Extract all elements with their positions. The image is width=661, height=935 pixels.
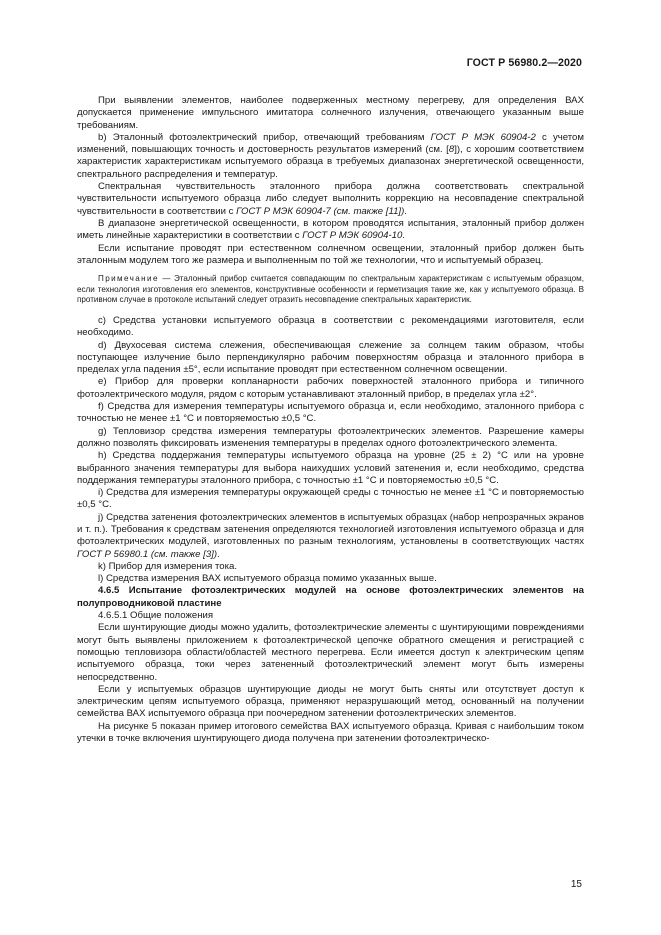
bibliography-reference: 8 xyxy=(448,144,455,156)
list-item-f: f) Средства для измерения температуры испытуемого образца и, если необходимо, эталонного прибора с точностью не менее ±1 °С и повторяемостью ±0,5 °С. xyxy=(77,401,584,425)
text-run: с учетом изменений, повышающих точность и достоверность результатов измерений (см. [ xyxy=(77,131,584,156)
list-item-j xyxy=(77,512,584,561)
subsection-heading: 4.6.5.1 Общие положения xyxy=(98,610,214,622)
standard-reference: ГОСТ Р 56980.1 (см. также [3]) xyxy=(77,548,218,560)
note-label: Примечание xyxy=(98,274,159,284)
paragraph xyxy=(77,181,584,218)
text-run: . xyxy=(404,205,407,217)
paragraph: При выявлении элементов, наиболее подверженных местному перегреву, для определения ВАХ допускается применение импульсного имитатора солнечного излучения, отвечающего указанным выше требованиям. xyxy=(77,95,584,131)
text-run: j) Средства затенения фотоэлектрических элементов в испытуемых образцах (набор непрозрачных экранов и т. п.). Требования к средствам затенения определяются технологией изготовления испытуемого образца и для фотоэлектрических модулей, изготовленных по разным технологиям, установлены в соответствующих частях xyxy=(77,511,584,548)
text-run: . xyxy=(217,548,220,560)
list-item-i: i) Средства для измерения температуры окружающей среды с точностью не менее ±1 °С и повторяемостью ±0,5 °С. xyxy=(77,487,584,511)
paragraph-b xyxy=(77,132,584,181)
list-item-k: k) Прибор для измерения тока. xyxy=(98,560,238,572)
text-run: b) Эталонный фотоэлектрический прибор, отвечающий требованиям xyxy=(98,131,431,143)
list-item-g: g) Тепловизор средства измерения температуры фотоэлектрических элементов. Разрешение камеры должно позволять фиксировать изменения температуры в пределах одного фотоэлектрического элемента. xyxy=(77,425,584,449)
text-run: В диапазоне энергетической освещенности, в котором проводятся испытания, эталонный прибор должен иметь линейные характеристики в соответствии с xyxy=(77,217,584,242)
page-number: 15 xyxy=(570,879,582,890)
standard-reference: ГОСТ Р МЭК 60904-2 xyxy=(430,131,536,143)
paragraph: Если шунтирующие диоды можно удалить, фотоэлектрические элементы с шунтирующими повреждениями могут быть выявлены приложением к фотоэлектрической цепочке обратного смещения и регистрацией с помощью тепловизора области/областей местного перегрева. Если имеется доступ к электрическим цепям испытуемого образца, токи через затененный фотоэлектрический элемент могут быть измерены непосредственно. xyxy=(77,622,584,683)
document-body xyxy=(77,95,584,745)
document-code-header: ГОСТ Р 56980.2—2020 xyxy=(466,57,582,69)
text-run: ]), с хорошим соответствием характеристик характеристикам испытуемого образца в требуемых диапазонах энергетической освещенности, спектрального распределения и температур. xyxy=(77,144,584,180)
note xyxy=(77,274,584,306)
paragraph: Если у испытуемых образцов шунтирующие диоды не могут быть сняты или отсутствует доступ к электрическим цепям испытуемого образца, применяют неразрушающий метод, основанный на получении семейства ВАХ испытуемого образца при поочередном затенении фотоэлектрических элементов. xyxy=(77,683,584,720)
paragraph: Если испытание проводят при естественном солнечном освещении, эталонный прибор должен быть эталонным модулем того же размера и выполненным по той же технологии, что и испытуемый образец. xyxy=(77,242,584,266)
list-item-l: l) Средства измерения ВАХ испытуемого образца помимо указанных выше. xyxy=(98,573,437,585)
list-item-d: d) Двухосевая система слежения, обеспечивающая слежение за солнцем таким образом, чтобы поступающее излучение было перпендикулярно рабочим поверхностям образца и эталонного прибора в пределах угла падения ±5°, если испытание проводят при естественном солнечном освещении. xyxy=(77,339,584,376)
standard-reference: ГОСТ Р МЭК 60904-7 (см. также [11]) xyxy=(236,205,405,217)
paragraph xyxy=(77,218,584,243)
note-text: — Эталонный прибор считается совпадающим по спектральным характеристикам с испытуемым образцом, если технология изготовления его элементов, конструктивные особенности и герметизация такие же, как у испытуемого образца. В противном случае в протоколе испытаний следует отразить несовпадение спектральных характеристик. xyxy=(77,274,584,305)
paragraph: На рисунке 5 показан пример итогового семейства ВАХ испытуемого образца. Кривая с наибольшим током утечки в точке включения шунтирующего диода получена при затенении фотоэлектрическо- xyxy=(77,720,584,745)
standard-reference: ГОСТ Р МЭК 60904-10 xyxy=(302,230,403,242)
list-item-h: h) Средства поддержания температуры испытуемого образца на уровне (25 ± 2) °С или на уровне выбранного значения температуры для выбора наихудших условий затенения и, если необходимо, средства поддержания температуры эталонного прибора, с точностью ±1 °С и повторяемостью ±0,5 °С. xyxy=(77,450,584,486)
text-run: . xyxy=(402,230,405,242)
list-item-c: c) Средства установки испытуемого образца в соответствии с рекомендациями изготовителя, если необходимо. xyxy=(77,314,584,339)
list-item-e: e) Прибор для проверки копланарности рабочих поверхностей эталонного прибора и типичного фотоэлектрического модуля, рядом с которым устанавливают эталонный прибор, в пределах угла ±2°. xyxy=(77,376,584,400)
section-heading: 4.6.5 Испытание фотоэлектрических модулей на основе фотоэлектрических элементов на полупроводниковой пластине xyxy=(77,585,584,609)
text-run: Спектральная чувствительность эталонного прибора должна соответствовать спектральной чувствительности испытуемого образца либо следует выполнить коррекцию на несовпадение спектральной чувствительности в соответствии с xyxy=(77,181,584,217)
